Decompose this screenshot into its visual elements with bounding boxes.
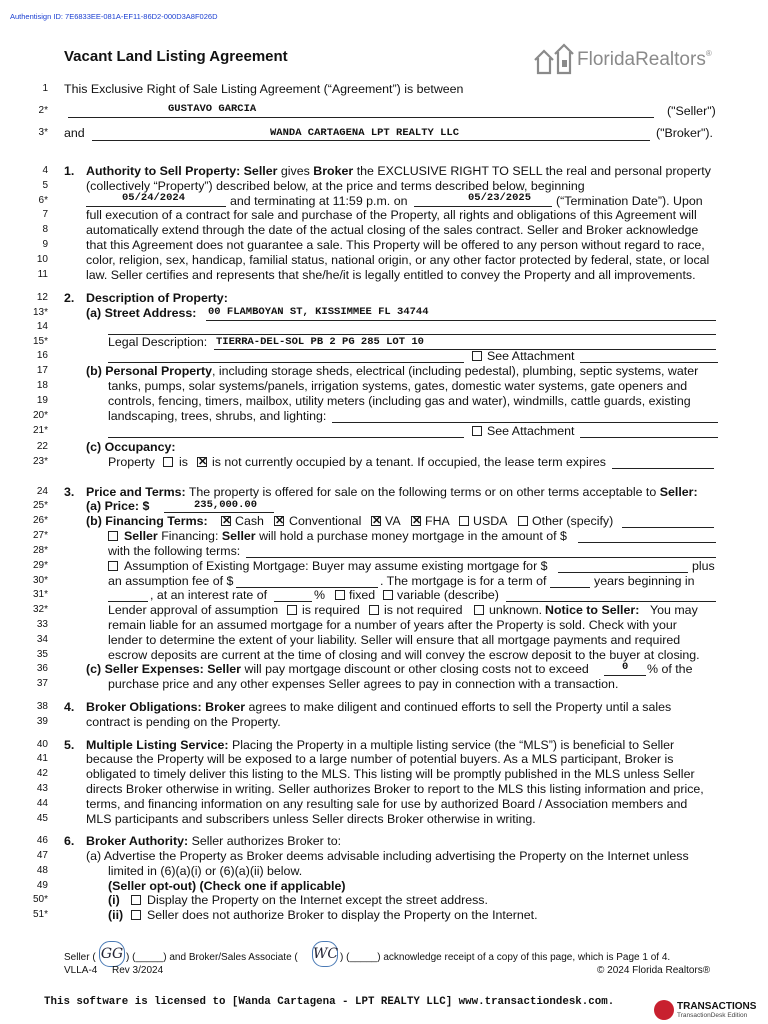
personal-property-text: , including storage sheds, electrical (including pedestal), plumbing, septic systems, water (212, 364, 699, 378)
see-attachment-checkbox-1[interactable] (472, 351, 482, 361)
begin-date-field[interactable]: 05/24/2024 (122, 192, 186, 204)
seller-initials[interactable]: GG (99, 941, 125, 967)
logo-text-light: Realtors (635, 49, 706, 70)
personal-property-line-17 (86, 364, 698, 378)
occupancy-is-checkbox[interactable] (163, 457, 173, 467)
line-number: 6* (38, 195, 48, 206)
price-field[interactable]: 235,000.00 (194, 499, 258, 511)
line-number: 39 (36, 716, 48, 727)
fixed-rate-checkbox[interactable] (335, 590, 345, 600)
line-42: obligated to timely deliver this listing to the MLS. This listing will be promptly published in the MLS unless Seller (86, 767, 695, 781)
personal-property-heading: (b) Personal Property (86, 364, 212, 378)
line-number: 14 (36, 321, 48, 332)
personal-property-line-20: landscaping, trees, shrubs, and lighting: (108, 409, 327, 423)
section-3-line-24 (86, 485, 698, 499)
seller-name-field[interactable]: GUSTAVO GARCIA (168, 103, 257, 115)
copyright: © 2024 Florida Realtors® (597, 965, 711, 976)
florida-realtors-logo (577, 49, 712, 71)
assumption-amount-underline (558, 572, 688, 573)
line-number: 37 (36, 678, 48, 689)
notice-you-may: You may (650, 603, 698, 617)
broker-name-field[interactable]: WANDA CARTAGENA LPT REALTY LLC (270, 127, 460, 139)
line-number: 40 (36, 739, 48, 750)
line-number: 19 (36, 395, 48, 406)
financing-usda-label: USDA (473, 514, 508, 528)
following-terms-label: with the following terms: (108, 544, 241, 558)
broker-suffix: ("Broker"). (656, 126, 713, 140)
logo-mark: ® (705, 49, 712, 58)
sf-text: will hold a purchase money mortgage in the amount of $ (259, 529, 567, 543)
financing-other-underline (622, 527, 714, 528)
seller-suffix: ("Seller") (667, 104, 716, 118)
section-1-number: 1. (64, 164, 75, 178)
personal-property-line-18: tanks, pumps, solar systems/panels, irrigation systems, gates, domestic water systems, gate openers and (108, 379, 688, 393)
ack-seller-label: Seller ( (64, 952, 96, 963)
line-number: 15* (32, 336, 48, 347)
transactions-logo-icon (654, 1000, 674, 1020)
financing-fha-label: FHA (425, 514, 450, 528)
financing-usda-checkbox[interactable] (459, 516, 469, 526)
financing-fha-checkbox[interactable] (411, 516, 421, 526)
line-number: 47 (36, 850, 48, 861)
approval-not-required-label: is not required (384, 603, 463, 617)
line-number: 24 (36, 486, 48, 497)
occupancy-property-label: Property (108, 455, 155, 469)
interest-rate-underline (274, 601, 312, 602)
section-1-line-11: law. Seller certifies and represents that she/he/it is legally entitled to convey the Property and all improvements. (86, 268, 696, 282)
line-number: 1 (42, 83, 48, 94)
s1-seller: Seller (243, 164, 278, 178)
line-44: terms, and financing information on any resulting sale for use by authorized Board / Association members and (86, 797, 688, 811)
seller-expenses-seller: Seller (207, 662, 241, 676)
legal-underline-2 (108, 362, 464, 363)
line-number: 17 (36, 365, 48, 376)
s1-gives: gives (280, 164, 310, 178)
section-4-number: 4. (64, 700, 75, 714)
years-beginning-label: years beginning in (594, 574, 695, 588)
line-number: 3* (38, 127, 48, 138)
s3-seller: Seller: (659, 485, 698, 499)
begin-date-underline (86, 206, 226, 207)
line-number: 44 (36, 798, 48, 809)
s4-broker: Broker (205, 700, 246, 714)
occupancy-is-not-checkbox[interactable] (197, 457, 207, 467)
line-number: 16 (36, 350, 48, 361)
legal-underline (214, 349, 716, 350)
lighting-underline (332, 422, 718, 423)
section-2-heading: Description of Property: (86, 291, 228, 305)
line-number: 38 (36, 701, 48, 712)
line-33: remain liable for an assumed mortgage for a number of years after the Property is sold. Check with your (108, 618, 677, 632)
approval-required-label: is required (302, 603, 360, 617)
line-49-opt-out: (Seller opt-out) (Check one if applicable) (108, 879, 346, 893)
line-number: 42 (36, 768, 48, 779)
interest-percent: % (314, 588, 326, 602)
line-48: limited in (6)(a)(i) or (6)(a)(ii) below. (108, 864, 303, 878)
term-date-underline (414, 206, 552, 207)
option-i-label: (i) (108, 893, 120, 907)
seller-expenses-text: will pay mortgage discount or other closing costs not to exceed (244, 662, 589, 676)
line-number: 33 (36, 619, 48, 630)
line-number: 2* (38, 105, 48, 116)
financing-cash-label: Cash (235, 514, 264, 528)
seller-underline (68, 117, 654, 118)
financing-va-label: VA (385, 514, 401, 528)
section-5-line-40 (86, 738, 674, 752)
fixed-rate-label: fixed (349, 588, 376, 602)
attachment-underline-2 (580, 437, 718, 438)
section-6-number: 6. (64, 834, 75, 848)
expense-pct-underline (604, 675, 646, 676)
line-number: 28* (32, 545, 48, 556)
line-43: directs Broker otherwise in writing. Seller authorizes Broker to report to the MLS this listing information and price, (86, 782, 704, 796)
intro-line: This Exclusive Right of Sale Listing Agreement (“Agreement”) is between (64, 82, 464, 96)
s6-text: Seller authorizes Broker to: (191, 834, 342, 848)
occupancy-is-label: is (179, 455, 188, 469)
line-number: 34 (36, 634, 48, 645)
broker-underline (92, 140, 650, 141)
section-1-line-6b: (“Termination Date”). Upon (556, 194, 703, 208)
line-number: 51* (32, 909, 48, 920)
see-attachment-checkbox-2[interactable] (472, 426, 482, 436)
variable-describe-underline (506, 601, 716, 602)
assumption-plus: plus (692, 559, 715, 573)
option-ii-checkbox[interactable] (131, 910, 141, 920)
seller-financing-amount-underline (578, 542, 716, 543)
approval-not-required-checkbox[interactable] (369, 605, 379, 615)
line-number: 36 (36, 663, 48, 674)
financing-other-label: Other (specify) (532, 514, 614, 528)
s4-text: agrees to make diligent and continued efforts to sell the Property until a sales (248, 700, 672, 714)
document-title: Vacant Land Listing Agreement (64, 48, 288, 65)
seller-expenses-heading: (c) Seller Expenses: (86, 662, 204, 676)
line-number: 25* (32, 500, 48, 511)
line-number: 20* (32, 410, 48, 421)
line-39: contract is pending on the Property. (86, 715, 281, 729)
personal-property-line-19: controls, fencing, timers, mailbox, utility meters (including gas and water), windmills, cattle guards, existing (108, 394, 691, 408)
financing-conventional-checkbox[interactable] (274, 516, 284, 526)
occupancy-text: is not currently occupied by a tenant. If occupied, the lease term expires (212, 455, 606, 469)
line-number: 50* (32, 894, 48, 905)
line-number: 22 (36, 441, 48, 452)
section-4-line-38 (86, 700, 671, 714)
seller-financing-checkbox[interactable] (108, 531, 118, 541)
financing-va-checkbox[interactable] (371, 516, 381, 526)
line-41: because the Property will be exposed to a large number of potential buyers. As a MLS participant, Broker is (86, 752, 674, 766)
assumption-checkbox[interactable] (108, 561, 118, 571)
seller-financing-line (124, 529, 567, 543)
line-number: 31* (32, 589, 48, 600)
line-45: MLS participants and subscribers unless Seller directs Broker otherwise in writing. (86, 812, 536, 826)
legal-description-field[interactable]: TIERRA-DEL-SOL PB 2 PG 285 LOT 10 (216, 336, 424, 348)
and-label: and (64, 126, 85, 140)
mortgage-term-underline (550, 587, 590, 588)
section-1-line-6a: and terminating at 11:59 p.m. on (230, 194, 408, 208)
see-attachment-label-2: See Attachment (487, 424, 575, 438)
expense-percent-field[interactable]: 0 (622, 661, 629, 673)
section-2-number: 2. (64, 291, 75, 305)
s4-heading: Broker Obligations: (86, 700, 202, 714)
license-notice: This software is licensed to [Wanda Cartagena - LPT REALTY LLC] www.transactiondesk.com. (44, 996, 615, 1008)
section-1-line-4 (86, 164, 711, 178)
houses-icon (532, 40, 576, 76)
line-number: 11 (37, 269, 48, 280)
financing-label: (b) Financing Terms: (86, 514, 208, 528)
line-number: 30* (32, 575, 48, 586)
s1-heading: Authority to Sell Property: (86, 164, 241, 178)
financing-other-checkbox[interactable] (518, 516, 528, 526)
form-revision: Rev 3/2024 (112, 965, 164, 976)
s1-rest: the EXCLUSIVE RIGHT TO SELL the real and personal property (356, 164, 711, 178)
sf-seller: Seller (124, 529, 158, 543)
s3-text: The property is offered for sale on the following terms or on other terms acceptable to (188, 485, 657, 499)
price-underline (164, 512, 274, 513)
authentisign-id: Authentisign ID: 7E6833EE-081A-EF11-86D2-000D3A8F026D (10, 12, 218, 21)
legal-description-label: Legal Description: (108, 335, 208, 349)
line-number: 18 (36, 380, 48, 391)
section-3-number: 3. (64, 485, 75, 499)
line-number: 4 (42, 165, 48, 176)
line-number: 8 (42, 224, 48, 235)
lease-expires-underline (612, 468, 714, 469)
transactions-brand: TRANSACTIONS (677, 1001, 757, 1012)
variable-rate-label: variable (describe) (397, 588, 499, 602)
variable-rate-checkbox[interactable] (383, 590, 393, 600)
financing-conventional-label: Conventional (289, 514, 362, 528)
ack-receipt-text: ) (_____) acknowledge receipt of a copy of this page, which is Page 1 of 4. (340, 952, 671, 963)
section-1-line-7: full execution of a contract for sale and purchase of the Property, all rights and obligations of this Agreement will (86, 208, 697, 222)
line-37: purchase price and any other expenses Seller agrees to pay in connection with a transaction. (108, 677, 619, 691)
line-number: 27* (32, 530, 48, 541)
option-ii-label: (ii) (108, 908, 124, 922)
line-number: 43 (36, 783, 48, 794)
street-underline (206, 320, 716, 321)
assumption-fee-label: an assumption fee of $ (108, 574, 234, 588)
line-34: lender to determine the extent of your liability. Seller will ensure that all mortgage payments and required (108, 633, 681, 647)
financing-cash-checkbox[interactable] (221, 516, 231, 526)
line-number: 29* (32, 560, 48, 571)
line-number: 23* (32, 456, 48, 467)
sf-seller-2: Seller (221, 529, 256, 543)
s5-text: Placing the Property in a multiple listing service (the “MLS”) is beneficial to Seller (231, 738, 675, 752)
line-number: 5 (42, 180, 48, 191)
line-number: 10 (36, 254, 48, 265)
s1-broker: Broker (313, 164, 354, 178)
attachment-underline-1 (580, 362, 718, 363)
line-number: 9 (42, 239, 48, 250)
s5-heading: Multiple Listing Service: (86, 738, 229, 752)
logo-text-bold: Florida (577, 49, 636, 70)
expense-of-the: % of the (647, 662, 693, 676)
option-ii-text: Seller does not authorize Broker to display the Property on the Internet. (147, 908, 538, 922)
line-number: 41 (36, 753, 48, 764)
line-number: 21* (32, 425, 48, 436)
street-address-field[interactable]: 00 FLAMBOYAN ST, KISSIMMEE FL 34744 (208, 306, 429, 318)
approval-unknown-label: unknown. (489, 603, 543, 617)
line-number: 46 (36, 835, 48, 846)
line-35: escrow deposits are current at the time of closing and will convey the escrow deposit to the buyer at closing. (108, 648, 700, 662)
assumption-line-29a: Assumption of Existing Mortgage: Buyer may assume existing mortgage for $ (124, 559, 548, 573)
line-number: 35 (36, 649, 48, 660)
personal-underline-2 (108, 437, 464, 438)
beginning-underline (108, 601, 148, 602)
line-number: 7 (42, 209, 48, 220)
approval-unknown-checkbox[interactable] (474, 605, 484, 615)
street-address-label: (a) Street Address: (86, 306, 197, 320)
line-number: 48 (36, 865, 48, 876)
lender-approval-label: Lender approval of assumption (108, 603, 279, 617)
line-number: 45 (36, 813, 48, 824)
line-number: 13* (32, 307, 48, 318)
s3-heading: Price and Terms: (86, 485, 186, 499)
transactions-edition: TransactionDesk Edition (677, 1012, 748, 1019)
s6-heading: Broker Authority: (86, 834, 189, 848)
section-6-line-46 (86, 834, 341, 848)
see-attachment-label-1: See Attachment (487, 349, 575, 363)
section-1-line-10: color, religion, sex, handicap, familial status, national origin, or any other factor protected by federal, state, or local (86, 253, 710, 267)
mortgage-term-label: . The mortgage is for a term of (380, 574, 547, 588)
approval-required-checkbox[interactable] (287, 605, 297, 615)
interest-rate-label: , at an interest rate of (150, 588, 268, 602)
occupancy-heading: (c) Occupancy: (86, 440, 176, 454)
notice-to-seller: Notice to Seller: (545, 603, 640, 617)
section-1-line-9: that this Agreement does not guarantee a sale. This Property will be offered to any person without regard to race, (86, 238, 705, 252)
form-id: VLLA-4 (64, 965, 98, 976)
broker-initials[interactable]: WC (312, 941, 338, 967)
termination-date-field[interactable]: 05/23/2025 (468, 192, 532, 204)
line-number: 32* (32, 604, 48, 615)
line-47: (a) Advertise the Property as Broker deems advisable including advertising the Property on the Internet unless (86, 849, 689, 863)
ack-broker-label: ) (_____) and Broker/Sales Associate ( (126, 952, 298, 963)
section-1-line-8: automatically extend through the date of the actual closing of the sales contract. Seller and Broker acknowledge (86, 223, 699, 237)
line-number: 26* (32, 515, 48, 526)
line-number: 49 (36, 880, 48, 891)
option-i-checkbox[interactable] (131, 895, 141, 905)
section-5-number: 5. (64, 738, 75, 752)
section-1-line-5: (collectively “Property”) described below, at the price and terms described below, beginning (86, 179, 585, 193)
line-number: 12 (36, 292, 48, 303)
sf-financing: Financing: (161, 529, 219, 543)
price-label: (a) Price: $ (86, 499, 150, 513)
option-i-text: Display the Property on the Internet except the street address. (147, 893, 488, 907)
seller-expenses-line (86, 662, 589, 676)
following-terms-underline (246, 557, 716, 558)
